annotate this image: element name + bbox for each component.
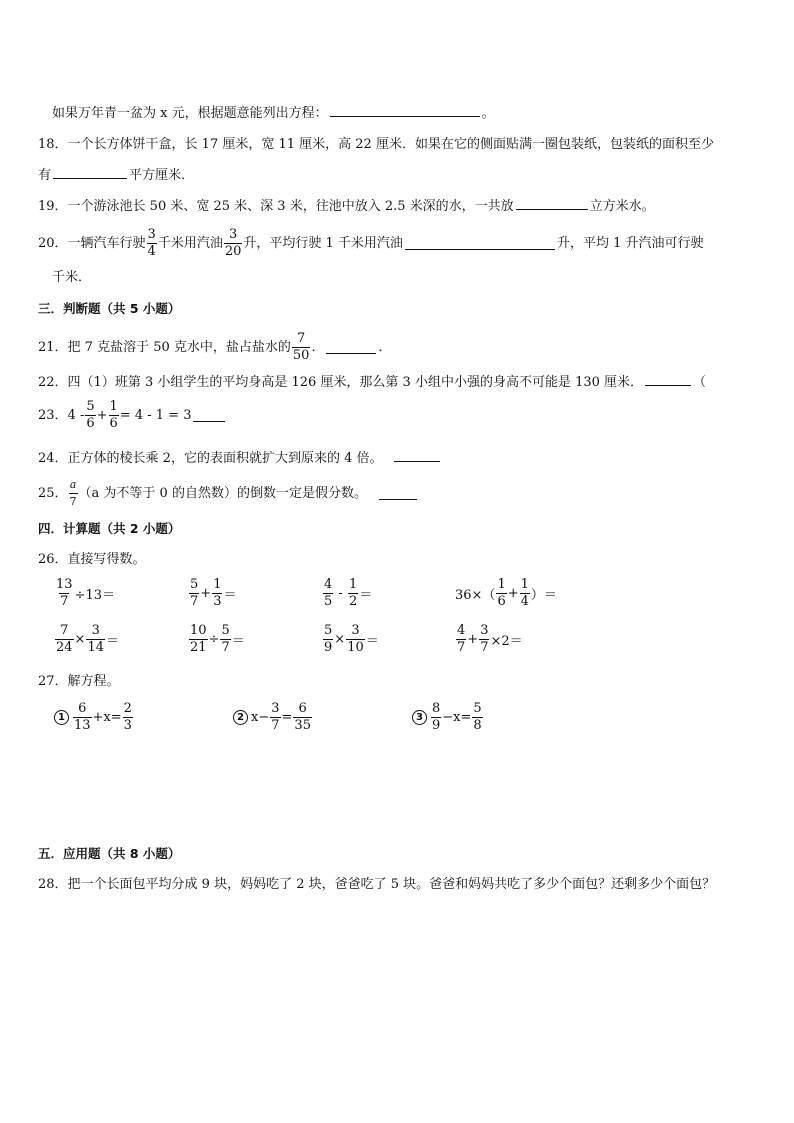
answer-blank[interactable] xyxy=(326,341,376,354)
question-19: 19．一个游泳池长 50 米、宽 25 米、深 3 米，往池中放入 2.5 米深的水，一共放 立方米水。 xyxy=(38,199,655,214)
answer-blank[interactable] xyxy=(394,449,440,462)
fraction: $\frac{a}{7}$ xyxy=(69,478,77,508)
fraction: $\frac{3}{20}$ xyxy=(224,227,242,259)
question-23: 23．4 - $\frac{5}{6}$ + $\frac{1}{6}$ = 4 - 1 = 3 xyxy=(38,400,227,431)
section-heading-4: 四．计算题（共 2 小题） xyxy=(38,521,181,536)
answer-blank[interactable] xyxy=(330,104,480,117)
answer-blank[interactable] xyxy=(405,237,555,250)
section-heading-5: 五．应用题（共 8 小题） xyxy=(38,846,181,861)
circled-number: 2 xyxy=(233,710,248,725)
question-22: 22．四（1）班第 3 小组学生的平均身高是 126 厘米，那么第 3 小组中小强的身高不可能是 130 厘米． （ xyxy=(38,375,707,390)
calc-item: $\frac{10}{21}$ ÷ $\frac{5}{7}$ ＝ xyxy=(190,623,245,655)
equation-2: 2 x− $\frac{3}{7}$ = $\frac{6}{35}$ xyxy=(233,702,313,733)
calc-item: $\frac{7}{24}$ × $\frac{3}{14}$ ＝ xyxy=(56,623,120,655)
question-17-tail: 如果万年青一盆为 x 元，根据题意能列出方程： 。 xyxy=(52,106,495,121)
equation-1: 1 $\frac{6}{13}$ +x= $\frac{2}{3}$ xyxy=(54,702,134,733)
answer-blank[interactable] xyxy=(516,197,588,210)
question-21: 21．把 7 克盐溶于 50 克水中，盐占盐水的 $\frac{7}{50}$ ． ． xyxy=(38,331,392,363)
calc-item: $\frac{4}{5}$ - $\frac{1}{2}$ ＝ xyxy=(324,577,373,609)
section-heading-3: 三．判断题（共 5 小题） xyxy=(38,301,181,316)
question-20-line2: 千米． xyxy=(52,270,92,285)
question-25: 25． $\frac{a}{7}$ （a 为不等于 0 的自然数）的倒数一定是假分数。 xyxy=(38,478,419,509)
question-24: 24．正方体的棱长乘 2，它的表面积就扩大到原来的 4 倍。 xyxy=(38,449,442,468)
equation-3: 3 $\frac{8}{9}$ −x= $\frac{5}{8}$ xyxy=(412,702,484,733)
fraction: $\frac{5}{6}$ xyxy=(86,399,95,431)
question-26-title: 26．直接写得数。 xyxy=(38,552,146,567)
fraction: $\frac{3}{4}$ xyxy=(147,227,156,259)
circled-number: 3 xyxy=(412,710,427,725)
calc-item: $\frac{5}{9}$ × $\frac{3}{10}$ ＝ xyxy=(324,623,379,655)
calc-item: $\frac{13}{7}$ ÷13＝ xyxy=(56,577,115,609)
calc-item: 36×（ $\frac{1}{6}$ + $\frac{1}{4}$ ）＝ xyxy=(455,577,557,609)
answer-blank[interactable] xyxy=(379,487,417,500)
answer-blank[interactable] xyxy=(193,409,225,422)
circled-number: 1 xyxy=(54,710,69,725)
q17-text: 如果万年青一盆为 x 元，根据题意能列出方程： xyxy=(52,106,328,121)
answer-blank[interactable] xyxy=(645,373,691,386)
question-18-line2: 有 平方厘米． xyxy=(38,168,195,183)
question-20: 20．一辆汽车行驶 $\frac{3}{4}$ 千米用汽油 $\frac{3}{20}$ 升，平均行驶 1 千米用汽油 升，平均 1 升汽油可行驶 xyxy=(38,227,704,259)
question-27-title: 27．解方程。 xyxy=(38,674,120,689)
fraction: $\frac{7}{50}$ xyxy=(292,331,310,363)
fraction: $\frac{1}{6}$ xyxy=(109,399,118,431)
calc-item: $\frac{5}{7}$ + $\frac{1}{3}$ ＝ xyxy=(190,577,237,609)
question-18-line1: 18．一个长方体饼干盒，长 17 厘米，宽 11 厘米，高 22 厘米．如果在它的侧面贴满一圈包装纸，包装纸的面积至少 xyxy=(38,137,714,152)
answer-blank[interactable] xyxy=(53,166,127,179)
question-28: 28．把一个长面包平均分成 9 块，妈妈吃了 2 块，爸爸吃了 5 块。爸爸和妈妈共吃了多少个面包？还剩多少个面包？ xyxy=(38,877,716,892)
calc-item: $\frac{4}{7}$ + $\frac{3}{7}$ ×2＝ xyxy=(457,623,523,655)
